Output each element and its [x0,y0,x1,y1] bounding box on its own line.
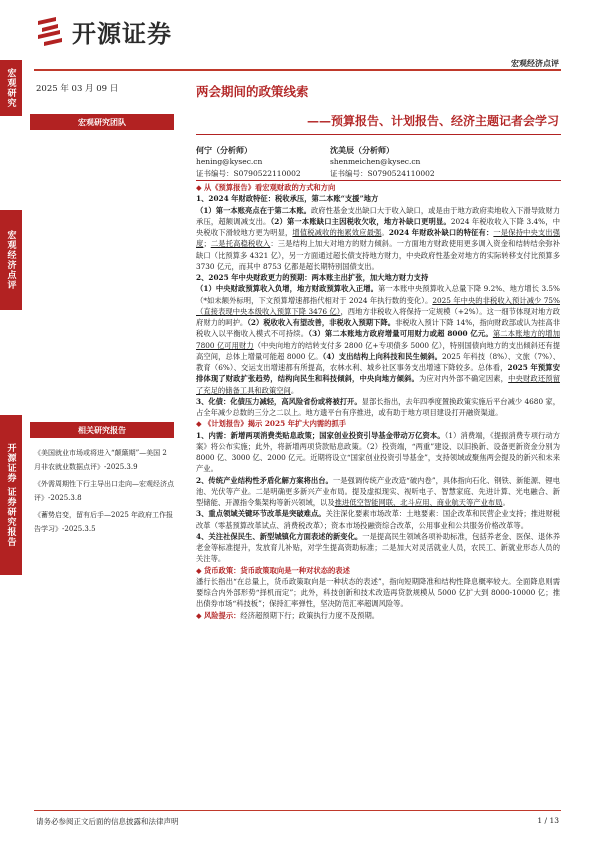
kysec-logo-icon [34,15,68,49]
author-cert: 证书编号：S0790524110002 [330,169,435,178]
paragraph: 3、重点领域关键环节改革是突破难点。关注深化要素市场改革：土地要素：国企改革和民营企业支持；推进财税改革（零基预算改革试点、消费税改革）；资本市场投融资综合改革，公用事业和公共服务价格改革等。 [196,509,560,530]
paragraph: （1）中央财政预算收入负增，地方财政预算收入正增。第一本账中央预算收入总量下降 9.2%、地方增长 3.5%（*如未额外标明，下文预算增速都指代相对于 2024 年执行数的变化）。2025 年中央的非税收入预计减少 75%（直接表现中央本级收入预算下降 3476 亿），西地方非税收入将保持一定规模（+2%）。这一细节体现对地方政府财力的呵护。（2）税收收入有望改善，非税收入预期下降。非税收入预计下降 14%，指向财政部或认为挂高非税收入以平衡收入模式不可持续。（3）第二本账地方政府增量可用财力或超 8000 亿元。第二本账地方的增加 7800 亿可用财力（中央向地方的结转支付多 2800 亿+专项债多 5000 亿），特别国债向地方的支出倾斜还有提高空间，总体上增量可能超 8000 亿。（4）支出结构上向科技和民生倾斜。2025 年科技（8%）、文旅（7%）、教育（6%）、交运支出增速都有所提高，农林水利、城乡社区事务支出增速下降较多。总体看，2025 年预算安排体现了财政扩张趋势，结构向民生和科技倾斜，中央向地方倾斜。为应对内外部不确定因素，中央财政还预留了充足的储备工具和政策空间。 [196,284,560,395]
paragraph: 4、关注社保民生、新型城镇化方面表述的新变化。一是提高民生领域各项补助标准，包括养老金、医保、退休养老金等标准提升，发放育儿补贴，对学生提高资助标准；二是加大对灵活就业人员，农民工、新就业形态人员的关注等。 [196,531,560,564]
paragraph: 2、传统产业结构性矛盾化解方案将出台。一是强调传统产业改造“破内卷”，具体指向石化、钢铁、新能源、锂电池、光伏等产业。二是明确更多新兴产业布局。提及虚拟现实、视听电子、智慧家庭、先进计算、光电融合、新型储能、开源指令集架构等新兴领域，以及推进低空智能网联、北斗应用、商业航天等产业布局。 [196,475,560,507]
risk-warning: ◆ 风险提示：经济超预期下行；政策执行力度不及预期。 [196,610,380,620]
bullet-icon: ◆ [196,419,204,429]
related-report-item[interactable]: 《蓄势启变，留有后手—2025 年政府工作报告学习》-2025.3.5 [34,511,174,533]
author-name: 沈美辰（分析师） [330,145,394,155]
page-number: 1 / 13 [537,816,559,825]
brand-logo [34,14,172,49]
bullet-icon: ◆ [196,183,204,192]
paragraph: 1、内需：新增两项消费类贴息政策；国家创业投资引导基金带动万亿资本。（1）消费端，《提振消费专项行动方案》将公布实施；此外，将新增两项贷款贴息政策。（2）投资端，“两重”建设、以旧换新、设备更新资金分别为 8000 亿、3000 亿、2000 亿元。近期将设立“国家创业投资引导基金”，支持领域或聚焦两会提及的新兴和未来产业。 [196,430,560,474]
related-reports-label: 相关研究报告 [30,422,174,438]
report-subtitle: ——预算报告、计划报告、经济主题记者会学习 [306,114,559,128]
related-reports-list [34,446,174,539]
author-block [330,144,435,180]
section-heading-monetary: ◆ 货币政策：货币政策取向是一种对状态的表述 [196,565,350,575]
author-block [196,144,301,180]
footer-disclaimer: 请务必参阅正文后面的信息披露和法律声明 [36,817,179,826]
report-title: 两会期间的政策线索 [196,84,309,99]
author-email[interactable]: shenmeichen@kysec.cn [330,157,421,166]
paragraph: （1）第一本账亮点在于第二本账。政府性基金支出缺口大于收入缺口，或是由于地方政府卖地收入下滑导致财力承压，超额调减支出。（2）第一本账缺口主因税收欠收，地方补缺口更明显。2024 年税收收入下降 3.4%，中央税收下滑较地方更为明显，增值税减收的拖累效应最强。2024 年财政补缺口的特征有：一是保持中央支出强度；二是托高稳税收入：三是结构上加大对地方的财力倾斜。一方面地方财政使用更多调入资金和结转结余弥补缺口（比预算多 4321 亿），另一方面通过超长债支持地方财力，中央政府性基金对地方的实际转移支付比预算多 3730 亿元，而其中 8753 亿都是超长期特别国债支出。 [196,205,560,271]
footer-divider [34,810,561,811]
side-tag-macro-research: 宏观研究 [0,60,22,116]
header-divider [34,69,561,71]
title-divider [196,134,561,135]
subsection-heading: 1、2024 年财政特征：税收承压，第二本账“支援”地方 [196,194,379,204]
report-body [196,182,560,782]
side-tag-research-report: 开源证券 证券研究报告 [0,415,22,575]
bullet-icon: ◆ [196,610,204,620]
related-report-item[interactable]: 《外需周期性下行主导出口走向—宏观经济点评》-2025.3.8 [34,480,174,502]
author-name: 何宁（分析师） [196,145,252,155]
report-date: 2025 年 03 月 09 日 [36,84,119,94]
author-cert: 证书编号：S0790522110002 [196,169,301,178]
section-heading-plan: ◆ 《计划报告》揭示 2025 年扩大内需的抓手 [196,419,347,429]
author-email[interactable]: hening@kysec.cn [196,157,263,166]
team-label: 宏观研究团队 [30,114,174,130]
paragraph: 3、化债：化债压力减轻，高风险省份或将被打开。显部长指出，去年四季度置换政策实施后平台减少 4680 家，占全年减少总数的三分之二以上。地方遗平台有序推进，或有助于地方项目建设打开融资渠道。 [196,396,560,417]
report-section-label: 宏观经济点评 [511,58,559,68]
related-report-item[interactable]: 《美国就业市场或将进入“颠簸期”—美国 2 月非农就业数据点评》-2025.3.9 [34,449,167,471]
subsection-heading: 2、2025 年中央财政更力的预期：两本账主出扩张，加大地方财力支持 [196,273,429,282]
side-tag-macro-review: 宏观经济点评 [0,210,22,310]
paragraph: 潘行长指出“在总量上，货币政策取向是一种状态的表述”，指向短期降准和结构性降息概率较大。全面降息则需要综合内外部形势“择机而定”；此外，科技创新和技术改造再贷款规模从 5000 亿扩大到 8000-10000 亿；推出债券市场“科技板”；保持汇率弹性，坚决防范汇率超调风险等。 [196,576,560,609]
bullet-icon: ◆ [196,565,204,575]
authors-divider [196,180,561,181]
brand-name: 开源证券 [72,20,172,48]
section-heading-budget: ◆ 从《预算报告》看宏观财政的方式和方向 [196,183,336,192]
